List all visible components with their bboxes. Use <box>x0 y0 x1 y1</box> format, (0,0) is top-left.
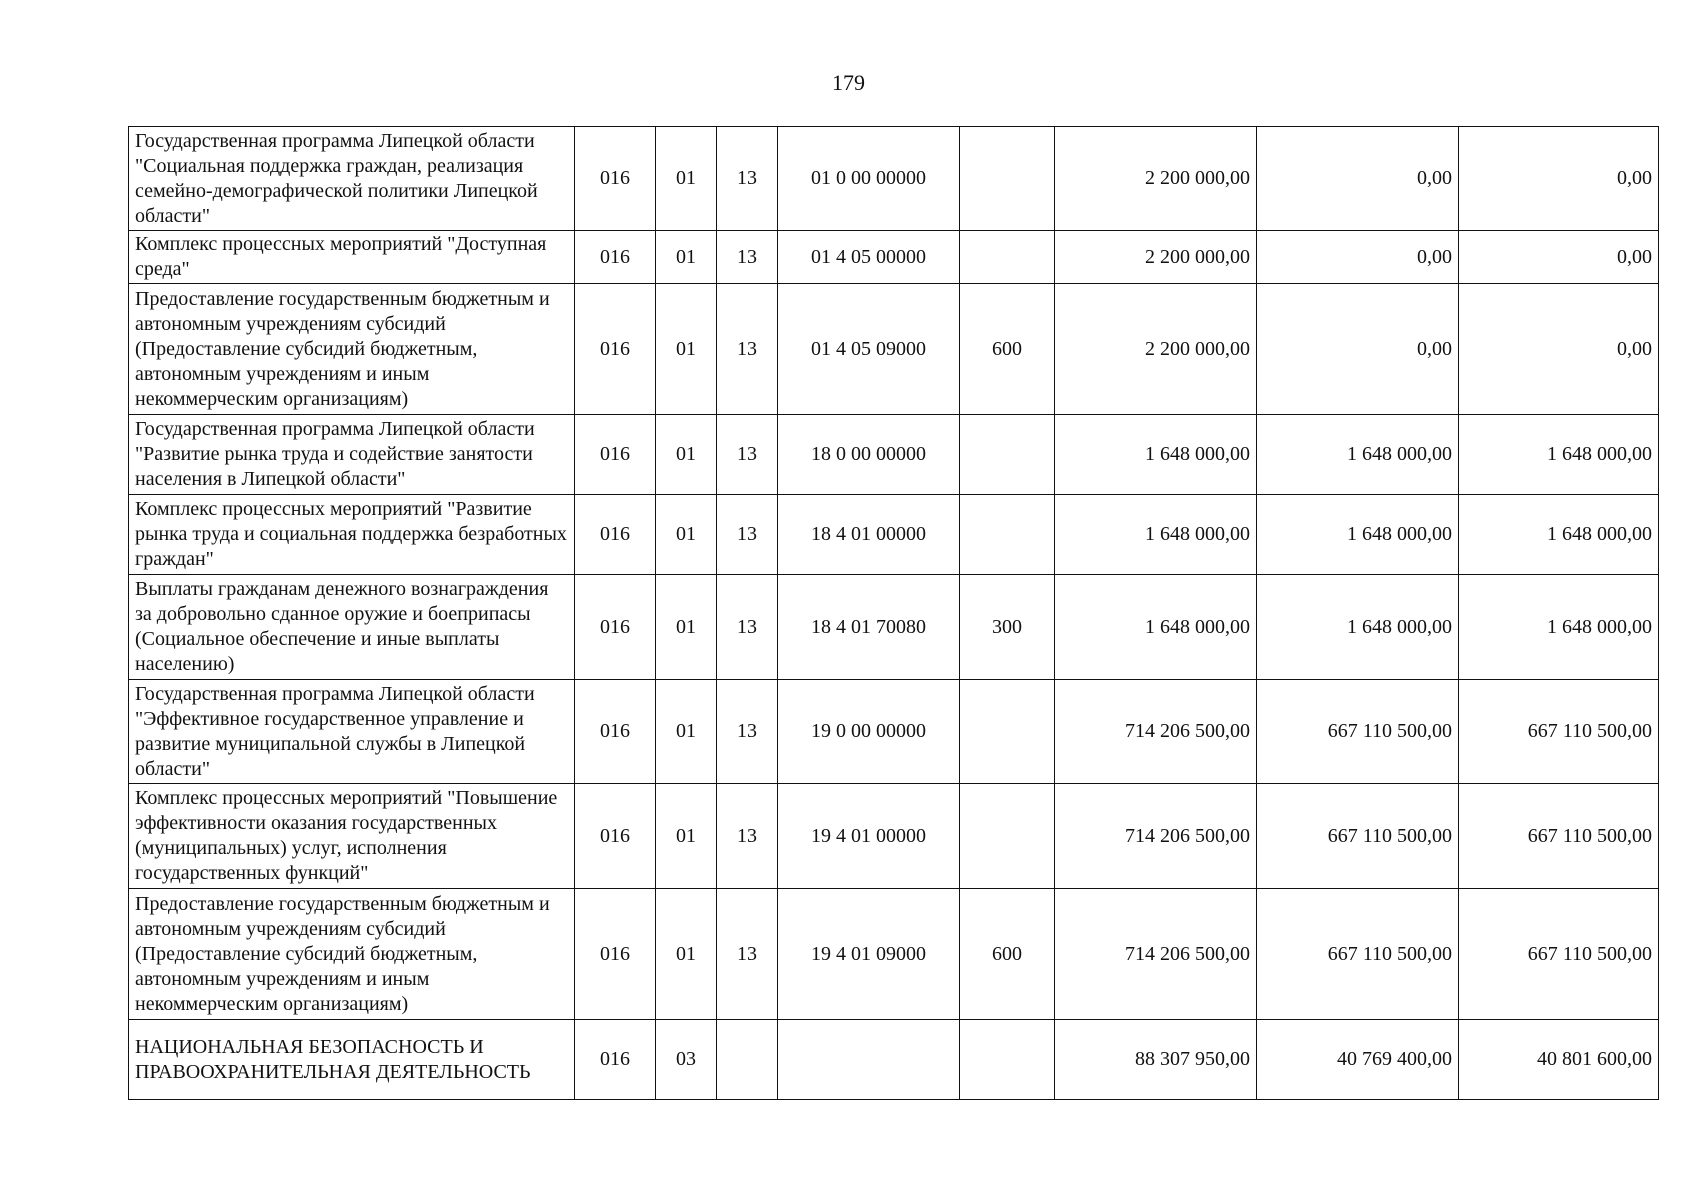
row-vr <box>960 231 1055 284</box>
row-rz: 01 <box>656 889 717 1020</box>
row-name: Государственная программа Липецкой области "Эффективное государственное управление и развитие муниципальной службы в Липецкой области" <box>129 680 575 784</box>
row-name: Государственная программа Липецкой области "Развитие рынка труда и содействие занятости населения в Липецкой области" <box>129 415 575 495</box>
row-pr: 13 <box>717 284 778 415</box>
row-ved: 016 <box>575 127 656 231</box>
row-ved: 016 <box>575 784 656 889</box>
row-pr: 13 <box>717 575 778 680</box>
row-sum-2: 667 110 500,00 <box>1257 784 1459 889</box>
row-sum-1: 2 200 000,00 <box>1055 284 1257 415</box>
row-sum-1: 2 200 000,00 <box>1055 127 1257 231</box>
row-sum-3: 667 110 500,00 <box>1459 889 1659 1020</box>
row-pr: 13 <box>717 415 778 495</box>
row-sum-3: 667 110 500,00 <box>1459 680 1659 784</box>
row-csr: 18 4 01 00000 <box>778 495 960 575</box>
row-vr <box>960 127 1055 231</box>
table-row <box>129 231 1659 284</box>
row-pr: 13 <box>717 680 778 784</box>
row-pr: 13 <box>717 127 778 231</box>
row-sum-3: 1 648 000,00 <box>1459 575 1659 680</box>
row-csr: 19 4 01 09000 <box>778 889 960 1020</box>
row-rz: 01 <box>656 231 717 284</box>
budget-table <box>128 126 1659 1100</box>
row-name: НАЦИОНАЛЬНАЯ БЕЗОПАСНОСТЬ И ПРАВООХРАНИТЕЛЬНАЯ ДЕЯТЕЛЬНОСТЬ <box>129 1020 575 1100</box>
row-pr: 13 <box>717 784 778 889</box>
row-csr: 01 4 05 09000 <box>778 284 960 415</box>
row-sum-3: 40 801 600,00 <box>1459 1020 1659 1100</box>
row-sum-1: 88 307 950,00 <box>1055 1020 1257 1100</box>
row-ved: 016 <box>575 415 656 495</box>
row-csr <box>778 1020 960 1100</box>
row-vr: 600 <box>960 284 1055 415</box>
row-sum-1: 714 206 500,00 <box>1055 889 1257 1020</box>
row-vr <box>960 784 1055 889</box>
row-sum-1: 1 648 000,00 <box>1055 495 1257 575</box>
row-vr: 600 <box>960 889 1055 1020</box>
row-ved: 016 <box>575 495 656 575</box>
row-sum-3: 0,00 <box>1459 127 1659 231</box>
row-csr: 19 0 00 00000 <box>778 680 960 784</box>
row-pr <box>717 1020 778 1100</box>
row-sum-3: 0,00 <box>1459 231 1659 284</box>
row-pr: 13 <box>717 231 778 284</box>
row-ved: 016 <box>575 680 656 784</box>
row-rz: 01 <box>656 575 717 680</box>
row-pr: 13 <box>717 889 778 1020</box>
row-vr <box>960 495 1055 575</box>
row-ved: 016 <box>575 575 656 680</box>
row-ved: 016 <box>575 231 656 284</box>
row-csr: 01 0 00 00000 <box>778 127 960 231</box>
table-row <box>129 680 1659 784</box>
row-vr: 300 <box>960 575 1055 680</box>
row-sum-2: 667 110 500,00 <box>1257 680 1459 784</box>
table-row <box>129 784 1659 889</box>
row-name: Комплекс процессных мероприятий "Повышение эффективности оказания государственных (муниципальных) услуг, исполнения государственных функций" <box>129 784 575 889</box>
row-sum-2: 0,00 <box>1257 127 1459 231</box>
table-row <box>129 284 1659 415</box>
row-vr <box>960 1020 1055 1100</box>
row-name: Комплекс процессных мероприятий "Доступная среда" <box>129 231 575 284</box>
row-name: Предоставление государственным бюджетным и автономным учреждениям субсидий (Предоставление субсидий бюджетным, автономным учреждениям и иным некоммерческим организациям) <box>129 284 575 415</box>
table-row <box>129 127 1659 231</box>
table-row <box>129 415 1659 495</box>
page-number: 179 <box>832 70 865 95</box>
row-rz: 03 <box>656 1020 717 1100</box>
row-sum-2: 667 110 500,00 <box>1257 889 1459 1020</box>
row-sum-1: 714 206 500,00 <box>1055 784 1257 889</box>
row-csr: 18 0 00 00000 <box>778 415 960 495</box>
row-ved: 016 <box>575 889 656 1020</box>
row-sum-3: 1 648 000,00 <box>1459 415 1659 495</box>
row-name: Выплаты гражданам денежного вознаграждения за добровольно сданное оружие и боеприпасы (Социальное обеспечение и иные выплаты населению) <box>129 575 575 680</box>
table-row <box>129 1020 1659 1100</box>
row-ved: 016 <box>575 284 656 415</box>
row-sum-1: 2 200 000,00 <box>1055 231 1257 284</box>
row-rz: 01 <box>656 284 717 415</box>
row-sum-1: 1 648 000,00 <box>1055 415 1257 495</box>
row-csr: 19 4 01 00000 <box>778 784 960 889</box>
table-row <box>129 495 1659 575</box>
row-sum-1: 1 648 000,00 <box>1055 575 1257 680</box>
row-sum-1: 714 206 500,00 <box>1055 680 1257 784</box>
table-row <box>129 889 1659 1020</box>
row-sum-2: 1 648 000,00 <box>1257 495 1459 575</box>
row-rz: 01 <box>656 680 717 784</box>
row-ved: 016 <box>575 1020 656 1100</box>
row-pr: 13 <box>717 495 778 575</box>
row-name: Предоставление государственным бюджетным и автономным учреждениям субсидий (Предоставление субсидий бюджетным, автономным учреждениям и иным некоммерческим организациям) <box>129 889 575 1020</box>
row-name: Государственная программа Липецкой области "Социальная поддержка граждан, реализация семейно-демографической политики Липецкой области" <box>129 127 575 231</box>
row-csr: 01 4 05 00000 <box>778 231 960 284</box>
row-sum-3: 667 110 500,00 <box>1459 784 1659 889</box>
row-rz: 01 <box>656 495 717 575</box>
row-rz: 01 <box>656 127 717 231</box>
row-name: Комплекс процессных мероприятий "Развитие рынка труда и социальная поддержка безработных граждан" <box>129 495 575 575</box>
row-sum-2: 1 648 000,00 <box>1257 415 1459 495</box>
row-sum-2: 1 648 000,00 <box>1257 575 1459 680</box>
row-sum-3: 1 648 000,00 <box>1459 495 1659 575</box>
row-rz: 01 <box>656 784 717 889</box>
row-vr <box>960 415 1055 495</box>
row-vr <box>960 680 1055 784</box>
row-sum-2: 0,00 <box>1257 231 1459 284</box>
row-csr: 18 4 01 70080 <box>778 575 960 680</box>
row-sum-2: 0,00 <box>1257 284 1459 415</box>
table-row <box>129 575 1659 680</box>
row-sum-3: 0,00 <box>1459 284 1659 415</box>
row-rz: 01 <box>656 415 717 495</box>
row-sum-2: 40 769 400,00 <box>1257 1020 1459 1100</box>
